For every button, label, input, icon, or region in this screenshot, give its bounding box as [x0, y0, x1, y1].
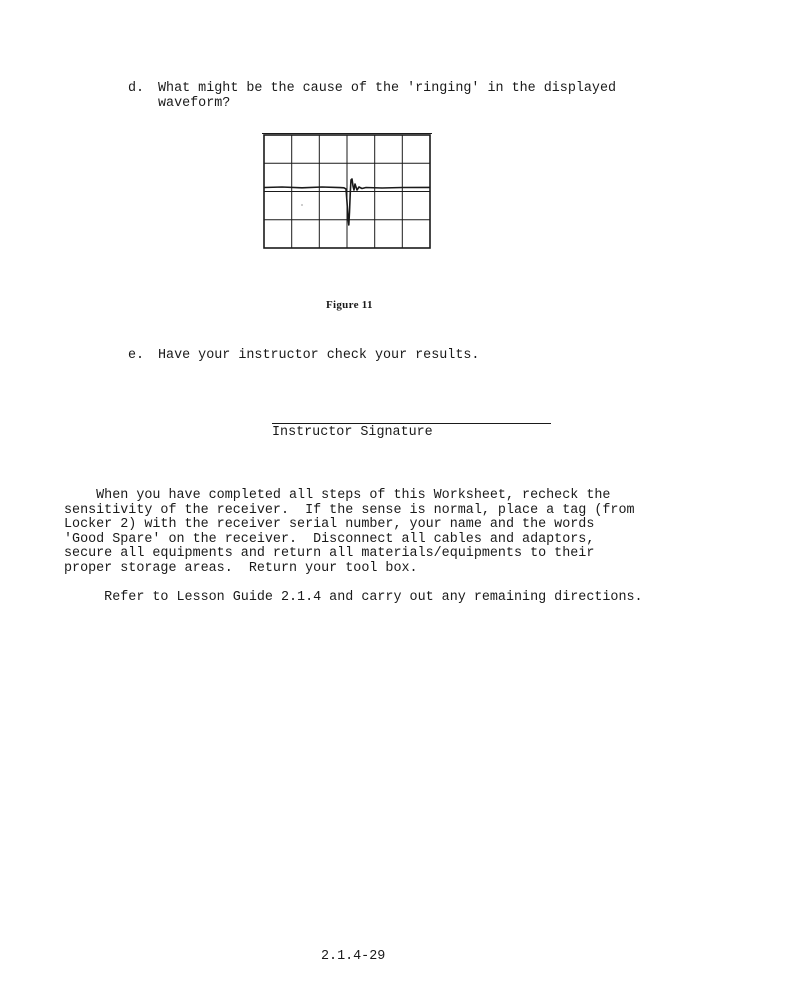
figure-caption: Figure 11: [326, 299, 373, 311]
page-number: 2.1.4-29: [321, 949, 386, 964]
item-d-label: d.: [128, 81, 145, 96]
waveform-figure: [262, 132, 432, 250]
item-e-label: e.: [128, 348, 145, 363]
refer-paragraph: Refer to Lesson Guide 2.1.4 and carry out any remaining directions.: [64, 590, 643, 605]
signature-line: [272, 423, 551, 424]
item-e-instruction: Have your instructor check your results.: [158, 348, 480, 363]
scope-grid: [262, 134, 432, 249]
scope-speck: [301, 204, 302, 205]
signature-label: Instructor Signature: [272, 425, 433, 440]
item-d-question: What might be the cause of the 'ringing' in the displayed waveform?: [158, 81, 617, 111]
closing-paragraph: When you have completed all steps of this Worksheet, recheck the sensitivity of the receiver. If the sense is normal, place a tag (from Locker 2) with the receiver serial number, your name and the words 'Good Spare' on the receiver. Disconnect all cables and adaptors, secure all equipments and return all materials/equipments to their proper storage areas. Return your tool box.: [64, 488, 635, 576]
